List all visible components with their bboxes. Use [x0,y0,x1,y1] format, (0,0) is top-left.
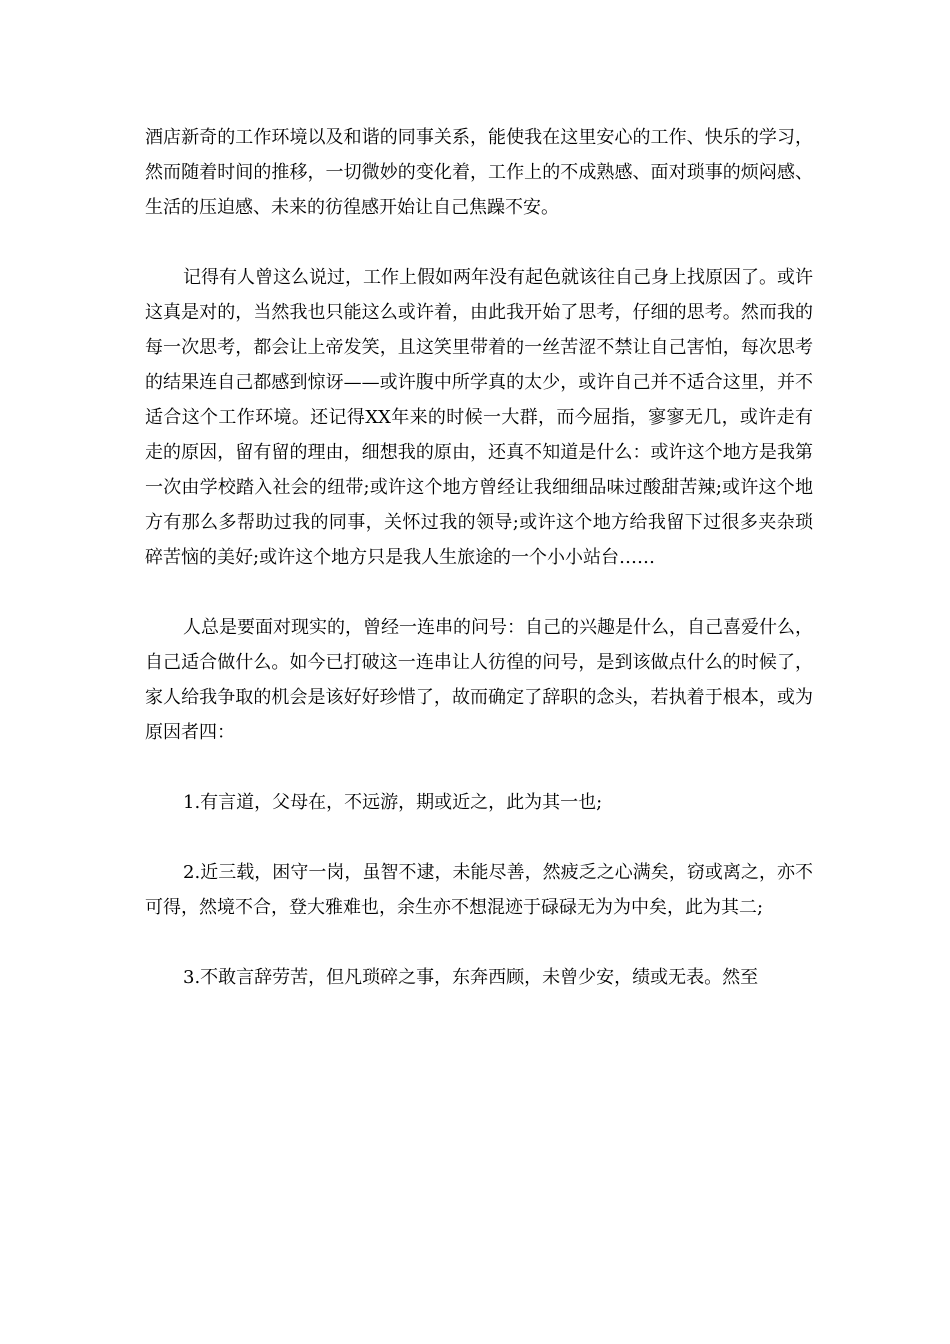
paragraph-intro: 酒店新奇的工作环境以及和谐的同事关系，能使我在这里安心的工作、快乐的学习，然而随着时间的推移，一切微妙的变化着，工作上的不成熟感、面对琐事的烦闷感、生活的压迫感、未来的彷徨感开始让自己焦躁不安。 [145,127,813,218]
paragraph-reason-1: 1.有言道，父母在，不远游，期或近之，此为其一也; [183,792,603,813]
paragraph-decision: 人总是要面对现实的，曾经一连串的问号：自己的兴趣是什么，自己喜爱什么，自己适合做什么。如今已打破这一连串让人彷徨的问号，是到该做点什么的时候了，家人给我争取的机会是该好好珍惜了，故而确定了辞职的念头，若执着于根本，或为原因者四： [145,617,813,743]
paragraph-reason-2: 2.近三载，困守一岗，虽智不逮，未能尽善，然疲乏之心满矣，窃或离之，亦不可得，然境不合，登大雅难也，余生亦不想混迹于碌碌无为为中矣，此为其二; [145,862,813,918]
paragraph-reason-3: 3.不敢言辞劳苦，但凡琐碎之事，东奔西顾，未曾少安，绩或无表。然至 [183,967,759,988]
paragraph-reflection: 记得有人曾这么说过，工作上假如两年没有起色就该往自己身上找原因了。或许这真是对的，当然我也只能这么或许着，由此我开始了思考，仔细的思考。然而我的每一次思考，都会让上帝发笑，且这笑里带着的一丝苦涩不禁让自己害怕，每次思考的结果连自己都感到惊讶——或许腹中所学真的太少，或许自己并不适合这里，并不适合这个工作环境。还记得XX年来的时候一大群，而今屈指，寥寥无几，或许走有走的原因，留有留的理由，细想我的原由，还真不知道是什么：或许这个地方是我第一次由学校踏入社会的纽带;或许这个地方曾经让我细细品味过酸甜苦辣;或许这个地方有那么多帮助过我的同事，关怀过我的领导;或许这个地方给我留下过很多夹杂琐碎苦恼的美好;或许这个地方只是我人生旅途的一个小小站台…… [145,267,813,568]
document-body [145,120,813,1030]
